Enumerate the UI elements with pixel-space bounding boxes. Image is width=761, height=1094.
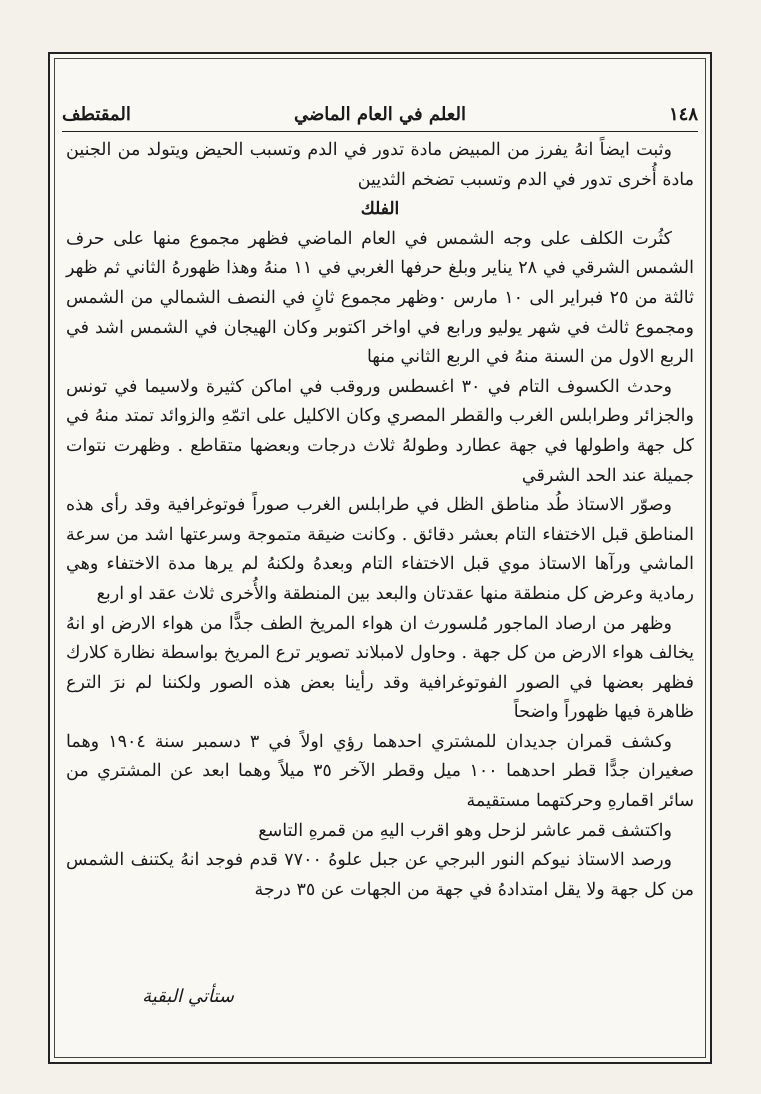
article-title: العلم في العام الماضي (294, 104, 466, 125)
paragraph-jupiter-moons: وكشف قمران جديدان للمشتري احدهما رؤي اولاً في ٣ دسمبر سنة ١٩٠٤ وهما صغيران جدًّا قطر احدهما ١٠٠ ميل وقطر الآخر ٣٥ ميلاً وهما ابعد عن المشتري من سائر اقمارهِ وحركتهما مستقيمة (66, 731, 695, 812)
paragraph-mars: وظهر من ارصاد الماجور مُلسورث ان هواء المريخ الطف جدًّا من هواء الارض او انهُ يخالف هواء الارض من كل جهة . وحاول لامبلاند تصوير ترع المريخ بواسطة نظارة كلارك فظهر بعضها في الصور الفوتوغرافية وقد رأينا بعض هذه الصور ولكننا لم نرَ الترع ظاهرة فيها ظهوراً واضحاً (66, 613, 694, 723)
paragraph-shadow-bands: وصوّر الاستاذ طُد مناطق الظل في طرابلس الغرب صوراً فوتوغرافية وقد رأى هذه المناطق قبل الاختفاء التام بعشر دقائق . وكانت ضيقة متموجة وسرعتها اشد من سرعة الماشي ورآها الاستاذ موي قبل الاختفاء التام وبعدهُ ولكنهُ لم يرها مدة الاختفاء وهي رمادية وعرض كل منطقة منها عقدتان والبعد بين المنطقة والأُخرى ثلاث عقد او اربع (66, 495, 694, 604)
section-heading-astronomy: الفلك (360, 199, 400, 220)
paragraph-sunspots: كثُرت الكلف على وجه الشمس في العام الماضي فظهر مجموع منها على حرف الشمس الشرقي في ٢٨ يناير وبلغ حرفها الغربي في ١١ منهُ وهذا ظهورهُ الثاني ثم ظهر ثالثة من ٢٥ فبراير الى ١٠ مارس ٠وظهر مجموع ثانٍ في النصف الشمالي من الشمس ومجموع ثالث في شهر يوليو ورابع في اواخر اكتوبر وكان الهيجان في الشمس اشد في الربع الاول من السنة منهُ في الربع الثاني منها (66, 228, 694, 368)
article-body (66, 136, 694, 1036)
continued-note: ستأتي البقية (142, 986, 234, 1007)
page-number: ١٤٨ (668, 104, 698, 125)
running-header (62, 100, 698, 130)
paragraph-hormones: وثبت ايضاً انهُ يفرز من المبيض مادة تدور في الدم وتسبب الحيض ويتولد من الجنين مادة أُخرى تدور في الدم وتسبب تضخم الثديين (66, 140, 694, 190)
paragraph-eclipse: وحدث الكسوف التام في ٣٠ اغسطس وروقب في اماكن كثيرة ولاسيما في تونس والجزائر وطرابلس الغرب والقطر المصري وكان الاكليل على اتمّهِ والزوائد تمتد منهُ في كل جهة واطولها في جهة عطارد وطولهُ ثلاث درجات وبعضها متقاطع . وظهرت نتوات جميلة عند الحد الشرقي (66, 376, 694, 486)
paragraph-zodiacal-light: ورصد الاستاذ نيوكم النور البرجي عن جبل علوهُ ٧٧٠٠ قدم فوجد انهُ يكتنف الشمس من كل جهة ولا يقل امتدادهُ في جهة من الجهات عن ٣٥ درجة (66, 850, 694, 900)
journal-name: المقتطف (62, 104, 131, 125)
header-rule (62, 131, 698, 132)
paragraph-saturn-moon: واكتشف قمر عاشر لزحل وهو اقرب اليهِ من قمرهِ التاسع (258, 820, 672, 841)
